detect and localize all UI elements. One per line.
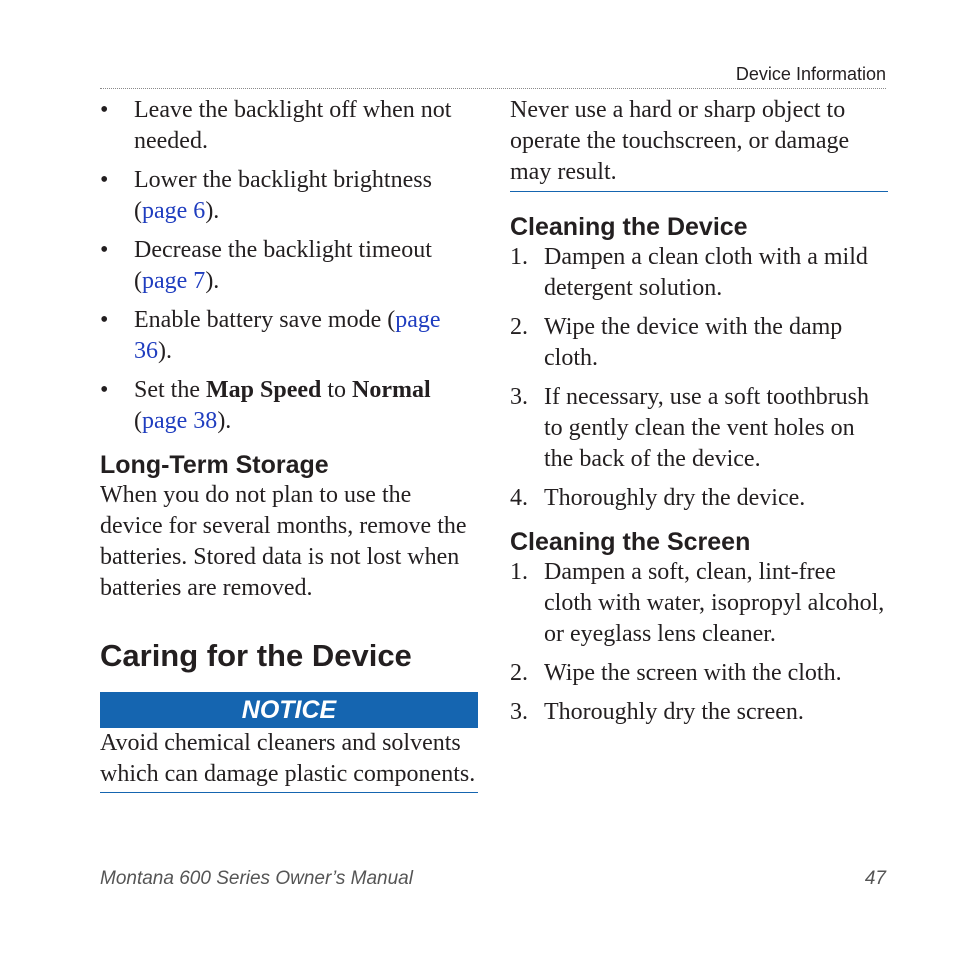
- list-item-text: Decrease the backlight timeout (: [134, 237, 432, 294]
- caring-heading: Caring for the Device: [100, 638, 412, 673]
- step-text: Wipe the screen with the cloth.: [544, 660, 842, 686]
- bullet-icon: •: [100, 167, 109, 193]
- cleaning-screen-steps: [510, 557, 888, 728]
- list-item-text: Leave the backlight off when not needed.: [134, 97, 452, 154]
- section-title: Device Information: [735, 64, 886, 84]
- list-item-text-end: ).: [217, 408, 232, 434]
- manual-title: Montana 600 Series Owner’s Manual: [100, 868, 413, 889]
- notice-continued-text: Never use a hard or sharp object to operate the touchscreen, or damage may result.: [510, 97, 850, 185]
- step-number: 4.: [510, 485, 528, 511]
- step-number: 3.: [510, 384, 528, 410]
- step-number: 1.: [510, 559, 528, 585]
- list-item-text-mid: to: [321, 377, 353, 403]
- page-link[interactable]: page 6: [142, 198, 206, 224]
- step-number: 1.: [510, 244, 528, 270]
- storage-heading: Long-Term Storage: [100, 451, 329, 479]
- notice-box: [100, 728, 478, 793]
- step-item: [510, 557, 888, 650]
- cleaning-screen-heading: Cleaning the Screen: [510, 528, 751, 556]
- page-link[interactable]: page 7: [142, 268, 206, 294]
- storage-paragraph: When you do not plan to use the device for several months, remove the batteries. Stored data is not lost when batteries are removed.: [100, 482, 467, 601]
- list-item: [100, 235, 478, 297]
- setting-name: Map Speed: [206, 377, 322, 403]
- list-item-text: Lower the backlight brightness (: [134, 167, 432, 224]
- list-item-text-end: ).: [205, 198, 220, 224]
- setting-value: Normal: [352, 377, 431, 403]
- step-item: [510, 382, 888, 475]
- step-text: Thoroughly dry the device.: [544, 485, 806, 511]
- page-link[interactable]: page 38: [142, 408, 218, 434]
- step-text: Thoroughly dry the screen.: [544, 699, 804, 725]
- step-text: If necessary, use a soft toothbrush to gently clean the vent holes on the back of the device.: [544, 384, 870, 472]
- page-link[interactable]: page 36: [134, 307, 441, 364]
- notice-continued-box: [510, 95, 888, 192]
- step-number: 3.: [510, 699, 528, 725]
- step-item: [510, 242, 888, 304]
- bullet-icon: •: [100, 307, 109, 333]
- header-divider: [100, 88, 886, 89]
- step-number: 2.: [510, 314, 528, 340]
- list-item-text-end: ).: [158, 338, 172, 364]
- list-item: [100, 305, 478, 367]
- list-item-text-end: ).: [205, 268, 220, 294]
- cleaning-device-steps: [510, 242, 888, 514]
- list-item: [100, 375, 478, 437]
- battery-tips-list: [100, 95, 478, 437]
- step-text: Wipe the device with the damp cloth.: [544, 314, 843, 371]
- step-number: 2.: [510, 660, 528, 686]
- bullet-icon: •: [100, 237, 109, 263]
- step-item: [510, 483, 888, 514]
- notice-text: Avoid chemical cleaners and solvents which can damage plastic components.: [100, 730, 476, 787]
- left-column: [100, 95, 478, 793]
- step-text: Dampen a clean cloth with a mild detergent solution.: [544, 244, 868, 301]
- step-text: Dampen a soft, clean, lint-free cloth with water, isopropyl alcohol, or eyeglass lens cleaner.: [544, 559, 885, 647]
- bullet-icon: •: [100, 97, 109, 123]
- list-item: [100, 165, 478, 227]
- list-item: [100, 95, 478, 157]
- step-item: [510, 312, 888, 374]
- notice-banner: NOTICE: [100, 692, 478, 728]
- list-item-text: Set the: [134, 377, 206, 403]
- step-item: [510, 658, 888, 689]
- list-item-text: Enable battery save mode (: [134, 307, 396, 333]
- list-item-text-paren: (: [134, 408, 142, 434]
- right-column: [510, 95, 888, 736]
- page-number: 47: [864, 868, 886, 889]
- bullet-icon: •: [100, 377, 109, 403]
- step-item: [510, 697, 888, 728]
- cleaning-device-heading: Cleaning the Device: [510, 213, 748, 241]
